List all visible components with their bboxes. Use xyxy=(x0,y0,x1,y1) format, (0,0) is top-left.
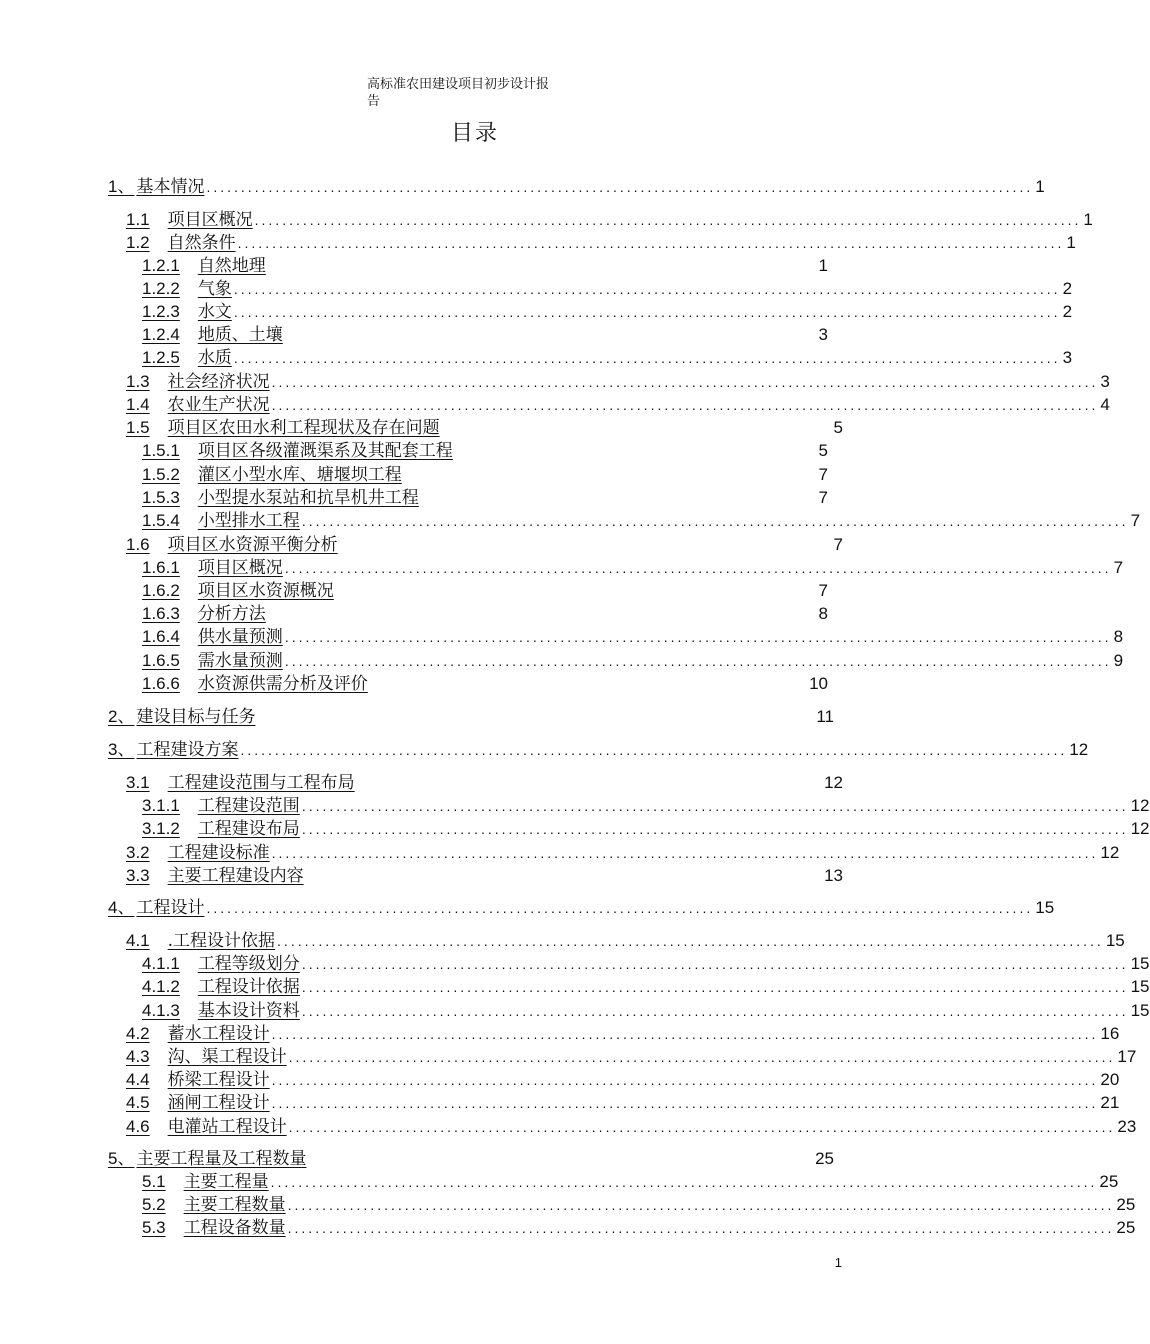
toc-entry-number: 1.6.2 xyxy=(142,581,180,600)
toc-page-number: 17 xyxy=(1117,1047,1137,1066)
toc-entry[interactable] xyxy=(142,972,1150,997)
toc-entry[interactable] xyxy=(142,343,1073,368)
toc-dot-leader: ........................................................................................................................ xyxy=(233,350,1061,366)
toc-entry[interactable] xyxy=(126,390,1110,415)
toc-dot-leader: ........................................................................................................................ xyxy=(287,1197,1115,1213)
toc-dot-leader: ........................................................................................................................ xyxy=(233,304,1061,320)
toc-entry-title: 需水量预测 xyxy=(197,651,283,671)
toc-dot-leader: ........................................................................................................................ xyxy=(284,560,1112,576)
toc-entry-title: 主要工程建设内容 xyxy=(167,866,304,886)
toc-entry-number: 1.2.2 xyxy=(142,279,180,298)
toc-entry-label[interactable] xyxy=(126,1112,287,1137)
toc-entry-label[interactable] xyxy=(126,1088,270,1113)
toc-entry[interactable] xyxy=(108,735,1089,760)
toc-entry[interactable] xyxy=(142,553,1124,578)
toc-entry-number: 1、 xyxy=(108,177,135,196)
toc-dot-leader: ........................................................................................................................ xyxy=(271,397,1099,413)
toc-entry-title: 农业生产状况 xyxy=(167,395,270,415)
toc-page-number: 15 xyxy=(1105,931,1125,950)
toc-page-number: 25 xyxy=(1116,1195,1136,1214)
toc-entry-label[interactable] xyxy=(142,814,300,839)
toc-entry[interactable] xyxy=(108,172,1045,197)
toc-entry-number: 4.2 xyxy=(126,1024,150,1043)
toc-dot-leader: ........................................................................................................................ xyxy=(284,629,1112,645)
toc-entry-label[interactable] xyxy=(126,838,270,863)
toc-page-number: 15 xyxy=(1035,898,1055,917)
toc-entry-label[interactable] xyxy=(126,205,253,230)
toc-page-number: 25 xyxy=(815,1149,834,1168)
toc-page-number: 25 xyxy=(1116,1218,1136,1237)
toc-dot-leader: ........................................................................................................................ xyxy=(301,1003,1129,1019)
toc-entry-title: 项目区概况 xyxy=(167,210,253,230)
toc-entry[interactable] xyxy=(126,768,843,793)
toc-entry-label[interactable] xyxy=(142,791,300,816)
toc-entry-title: 气象 xyxy=(197,279,232,299)
toc-entry[interactable] xyxy=(126,838,1120,863)
toc-entry-label[interactable] xyxy=(108,702,255,727)
toc-page-number: 1 xyxy=(1035,177,1045,196)
toc-page-number: 7 xyxy=(1130,511,1141,530)
toc-page-number: 23 xyxy=(1117,1117,1137,1136)
toc-entry-label[interactable] xyxy=(142,1190,286,1215)
toc-page-number: 20 xyxy=(1100,1070,1120,1089)
toc-entry-number: 3.1.2 xyxy=(142,819,180,838)
page-title: 目录 xyxy=(450,121,499,146)
toc-entry-title: 工程建设布局 xyxy=(197,819,300,839)
toc-page-number: 10 xyxy=(809,674,828,693)
running-header xyxy=(367,76,582,110)
toc-page-number: 2 xyxy=(1062,302,1073,321)
toc-entry-title: 灌区小型水库、塘堰坝工程 xyxy=(197,465,402,485)
toc-entry[interactable] xyxy=(126,1019,1120,1044)
toc-dot-leader: ........................................................................................................................ xyxy=(288,1049,1116,1065)
toc-entry-number: 1.4 xyxy=(126,395,150,414)
toc-page-number: 7 xyxy=(818,581,828,600)
toc-entry-title: 水资源供需分析及评价 xyxy=(197,674,368,694)
toc-entry-number: 4.1 xyxy=(126,931,150,950)
toc-entry-label[interactable] xyxy=(142,576,334,601)
header-line-2: 告 xyxy=(367,94,381,109)
toc-dot-leader: ........................................................................................................................ xyxy=(284,653,1112,669)
toc-entry-number: 4.4 xyxy=(126,1070,150,1089)
toc-page-number: 3 xyxy=(1062,348,1073,367)
toc-entry-title: 水文 xyxy=(197,302,232,322)
toc-page-number: 12 xyxy=(1130,796,1150,815)
toc-entry-title: 主要工程数量 xyxy=(183,1195,286,1215)
toc-entry-label[interactable] xyxy=(126,390,270,415)
toc-entry[interactable] xyxy=(142,814,1150,839)
toc-entry-number: 2、 xyxy=(108,707,135,726)
toc-entry[interactable] xyxy=(108,1144,834,1169)
toc-dot-leader: ........................................................................................................................ xyxy=(301,798,1129,814)
toc-page-number: 12 xyxy=(824,773,843,792)
toc-dot-leader: ........................................................................................................................ xyxy=(271,1072,1099,1088)
toc-entry-number: 1.6.1 xyxy=(142,558,180,577)
toc-entry-number: 4.3 xyxy=(126,1047,150,1066)
toc-dot-leader: ........................................................................................................................ xyxy=(277,933,1104,949)
toc-page-number: 8 xyxy=(818,604,828,623)
toc-entry-number: 1.1 xyxy=(126,210,150,229)
toc-entry-title: 主要工程量 xyxy=(183,1172,269,1192)
toc-entry-number: 4.5 xyxy=(126,1093,150,1112)
toc-entry-number: 3.3 xyxy=(126,866,150,885)
page-number: 1 xyxy=(834,1255,842,1270)
toc-entry-title: 小型提水泵站和抗旱机井工程 xyxy=(197,488,419,508)
toc-dot-leader: ........................................................................................................................ xyxy=(237,235,1065,251)
toc-entry-label[interactable] xyxy=(126,1019,270,1044)
toc-entry[interactable] xyxy=(142,297,1073,322)
toc-page-number: 13 xyxy=(824,866,843,885)
toc-entry-number: 1.5.2 xyxy=(142,465,180,484)
toc-entry-number: 1.2.4 xyxy=(142,325,180,344)
toc-entry[interactable] xyxy=(142,622,1124,647)
toc-entry-title: 项目区水资源概况 xyxy=(197,581,334,601)
toc-page-number: 25 xyxy=(1099,1172,1119,1191)
toc-dot-leader: ........................................................................................................................ xyxy=(301,513,1129,529)
toc-entry[interactable] xyxy=(142,791,1150,816)
toc-entry-label[interactable] xyxy=(142,622,283,647)
toc-page-number: 8 xyxy=(1113,627,1124,646)
toc-entry[interactable] xyxy=(142,1213,1136,1238)
toc-dot-leader: ........................................................................................................................ xyxy=(240,742,1068,758)
toc-entry[interactable] xyxy=(108,893,1055,918)
toc-entry-label[interactable] xyxy=(142,343,232,368)
toc-entry-title: 蓄水工程设计 xyxy=(167,1024,270,1044)
toc-entry[interactable] xyxy=(142,1167,1119,1192)
toc-page-number: 12 xyxy=(1100,843,1120,862)
toc-entry[interactable] xyxy=(108,702,834,727)
toc-page-number: 5 xyxy=(833,418,843,437)
toc-entry[interactable] xyxy=(142,436,828,461)
toc-entry-title: 工程建设方案 xyxy=(136,740,239,760)
toc-entry[interactable] xyxy=(126,228,1076,253)
toc-entry-title: 主要工程量及工程数量 xyxy=(136,1149,307,1169)
toc-entry-title: 基本情况 xyxy=(136,177,205,197)
toc-entry-number: 4.6 xyxy=(126,1117,150,1136)
toc-page-number: 1 xyxy=(1083,210,1093,229)
toc-entry[interactable] xyxy=(126,1112,1137,1137)
toc-entry-label[interactable] xyxy=(142,553,283,578)
toc-entry-label[interactable] xyxy=(108,735,238,760)
toc-dot-leader: ........................................................................................................................ xyxy=(206,900,1034,916)
toc-dot-leader: ........................................................................................................................ xyxy=(271,1026,1099,1042)
toc-page-number: 3 xyxy=(1100,372,1110,391)
toc-entry-label[interactable] xyxy=(126,1042,287,1067)
toc-dot-leader: ........................................................................................................................ xyxy=(301,956,1129,972)
toc-entry-label[interactable] xyxy=(126,228,236,253)
toc-entry-label[interactable] xyxy=(126,367,270,392)
toc-dot-leader: ........................................................................................................................ xyxy=(271,1095,1099,1111)
toc-entry-number: 4、 xyxy=(108,898,135,917)
header-line-1: 高标准农田建设项目初步设计报 xyxy=(367,77,550,92)
toc-entry-number: 3.1.1 xyxy=(142,796,180,815)
toc-entry-title: 工程设备数量 xyxy=(183,1218,286,1238)
toc-entry[interactable] xyxy=(126,367,1110,392)
toc-entry-label[interactable] xyxy=(142,996,300,1021)
toc-entry-label[interactable] xyxy=(142,297,232,322)
toc-entry-label[interactable] xyxy=(142,274,232,299)
toc-entry-title: 自然条件 xyxy=(167,233,236,253)
toc-entry-number: 1.5.4 xyxy=(142,511,180,530)
toc-entry-title: 基本设计资料 xyxy=(197,1001,300,1021)
toc-page-number: 15 xyxy=(1130,1001,1150,1020)
toc-page-number: 12 xyxy=(1069,740,1089,759)
toc-entry-label[interactable] xyxy=(142,669,368,694)
toc-dot-leader: ........................................................................................................................ xyxy=(287,1220,1115,1236)
toc-entry-number: 1.2.1 xyxy=(142,256,180,275)
toc-entry[interactable] xyxy=(142,1190,1136,1215)
toc-entry-number: 4.1.1 xyxy=(142,954,180,973)
toc-entry-title: 电灌站工程设计 xyxy=(167,1117,287,1137)
toc-entry-title: 自然地理 xyxy=(197,256,266,276)
toc-page-number: 7 xyxy=(818,488,828,507)
toc-entry-number: 1.6.6 xyxy=(142,674,180,693)
toc-entry-title: 项目区概况 xyxy=(197,558,283,578)
toc-entry-label[interactable] xyxy=(142,972,300,997)
toc-entry-number: 5.1 xyxy=(142,1172,166,1191)
toc-page-number: 15 xyxy=(1130,977,1150,996)
toc-entry-label[interactable] xyxy=(142,483,419,508)
toc-entry-number: 1.6.5 xyxy=(142,651,180,670)
toc-entry-label[interactable] xyxy=(142,949,300,974)
toc-dot-leader: ........................................................................................................................ xyxy=(288,1119,1116,1135)
toc-entry[interactable] xyxy=(126,1088,1120,1113)
toc-entry-title: 供水量预测 xyxy=(197,627,283,647)
toc-page-number: 9 xyxy=(1113,651,1124,670)
toc-entry-number: 3.1 xyxy=(126,773,150,792)
toc-page-number: 7 xyxy=(833,535,843,554)
toc-entry-label[interactable] xyxy=(142,1213,286,1238)
toc-entry-title: 小型排水工程 xyxy=(197,511,300,531)
toc-dot-leader: ........................................................................................................................ xyxy=(271,845,1099,861)
toc-page-number: 15 xyxy=(1130,954,1150,973)
toc-entry[interactable] xyxy=(126,1065,1120,1090)
toc-entry-title: 项目区各级灌溉渠系及其配套工程 xyxy=(197,441,453,461)
toc-dot-leader: ........................................................................................................................ xyxy=(270,1174,1098,1190)
toc-entry-title: 涵闸工程设计 xyxy=(167,1093,270,1113)
toc-page-number: 16 xyxy=(1100,1024,1120,1043)
toc-entry-title: .工程设计依据 xyxy=(167,931,276,951)
toc-entry-label[interactable] xyxy=(142,251,266,276)
toc-entry-title: 项目区农田水利工程现状及存在问题 xyxy=(167,418,440,438)
toc-entry-label[interactable] xyxy=(142,599,266,624)
toc-entry[interactable] xyxy=(142,483,828,508)
toc-page-number: 11 xyxy=(816,707,834,726)
toc-entry[interactable] xyxy=(126,1042,1137,1067)
toc-entry[interactable] xyxy=(142,320,828,345)
toc-entry-number: 5.3 xyxy=(142,1218,166,1237)
toc-entry-label[interactable] xyxy=(142,1167,269,1192)
toc-entry[interactable] xyxy=(142,646,1124,671)
toc-page-number: 1 xyxy=(1066,233,1076,252)
toc-entry-number: 1.3 xyxy=(126,372,150,391)
toc-entry-title: 工程建设范围 xyxy=(197,796,300,816)
toc-entry-number: 3.2 xyxy=(126,843,150,862)
toc-entry[interactable] xyxy=(126,530,843,555)
toc-entry-number: 5.2 xyxy=(142,1195,166,1214)
toc-entry-label[interactable] xyxy=(142,506,300,531)
toc-dot-leader: ........................................................................................................................ xyxy=(233,281,1061,297)
toc-page-number: 7 xyxy=(818,465,828,484)
toc-page-number: 21 xyxy=(1100,1093,1120,1112)
toc-entry-number: 5、 xyxy=(108,1149,135,1168)
toc-entry-number: 1.2.3 xyxy=(142,302,180,321)
toc-page-number: 4 xyxy=(1100,395,1110,414)
toc-entry-title: 社会经济状况 xyxy=(167,372,270,392)
toc-entry[interactable] xyxy=(142,669,828,694)
toc-entry-label[interactable] xyxy=(126,413,440,438)
toc-entry[interactable] xyxy=(126,926,1125,951)
toc-entry[interactable] xyxy=(142,251,828,276)
toc-entry-title: 项目区水资源平衡分析 xyxy=(167,535,338,555)
toc-entry[interactable] xyxy=(142,996,1150,1021)
toc-entry-number: 1.2.5 xyxy=(142,348,180,367)
toc-entry-label[interactable] xyxy=(108,1144,306,1169)
toc-entry-number: 1.6.4 xyxy=(142,627,180,646)
toc-entry[interactable] xyxy=(142,506,1141,531)
toc-page-number: 3 xyxy=(818,325,828,344)
toc-entry[interactable] xyxy=(126,205,1093,230)
toc-entry-label[interactable] xyxy=(142,436,453,461)
toc-entry-number: 1.6 xyxy=(126,535,150,554)
toc-entry-title: 工程设计 xyxy=(136,898,205,918)
toc-entry-title: 地质、土壤 xyxy=(197,325,283,345)
toc-entry-title: 工程建设标准 xyxy=(167,843,270,863)
toc-page-number: 1 xyxy=(818,256,828,275)
toc-entry-title: 工程建设范围与工程布局 xyxy=(167,773,355,793)
toc-entry-label[interactable] xyxy=(126,861,304,886)
toc-entry-title: 桥梁工程设计 xyxy=(167,1070,270,1090)
toc-entry-title: 分析方法 xyxy=(197,604,266,624)
toc-entry-title: 工程等级划分 xyxy=(197,954,300,974)
toc-entry-label[interactable] xyxy=(108,172,204,197)
toc-entry-number: 1.6.3 xyxy=(142,604,180,623)
toc-entry[interactable] xyxy=(142,460,828,485)
toc-entry-label[interactable] xyxy=(126,1065,270,1090)
toc-page-number: 7 xyxy=(1113,558,1124,577)
toc-entry[interactable] xyxy=(142,949,1150,974)
toc-entry[interactable] xyxy=(142,576,828,601)
toc-dot-leader: ........................................................................................................................ xyxy=(206,179,1034,195)
toc-entry-label[interactable] xyxy=(142,320,283,345)
toc-entry-number: 4.1.2 xyxy=(142,977,180,996)
toc-entry-label[interactable] xyxy=(142,460,402,485)
toc-entry-title: 沟、渠工程设计 xyxy=(167,1047,287,1067)
toc-entry[interactable] xyxy=(142,274,1073,299)
toc-entry-number: 1.5.3 xyxy=(142,488,180,507)
toc-page-number: 2 xyxy=(1062,279,1073,298)
toc-entry-label[interactable] xyxy=(108,893,204,918)
toc-entry-number: 1.5 xyxy=(126,418,150,437)
toc-entry-number: 1.5.1 xyxy=(142,441,180,460)
toc-entry-title: 水质 xyxy=(197,348,232,368)
toc-dot-leader: ........................................................................................................................ xyxy=(301,979,1129,995)
toc-entry-title: 工程设计依据 xyxy=(197,977,300,997)
toc-entry[interactable] xyxy=(126,413,843,438)
toc-entry-label[interactable] xyxy=(126,768,355,793)
toc-dot-leader: ........................................................................................................................ xyxy=(271,374,1099,390)
toc-entry[interactable] xyxy=(126,861,843,886)
toc-entry-label[interactable] xyxy=(126,530,338,555)
toc-dot-leader: ........................................................................................................................ xyxy=(301,821,1129,837)
toc-entry-number: 3、 xyxy=(108,740,135,759)
toc-entry[interactable] xyxy=(142,599,828,624)
toc-dot-leader: ........................................................................................................................ xyxy=(254,212,1082,228)
toc-entry-title: 建设目标与任务 xyxy=(136,707,256,727)
toc-entry-label[interactable] xyxy=(126,926,275,951)
toc-entry-label[interactable] xyxy=(142,646,283,671)
toc-page-number: 12 xyxy=(1130,819,1150,838)
toc-entry-number: 4.1.3 xyxy=(142,1001,180,1020)
toc-page-number: 5 xyxy=(818,441,828,460)
toc-entry-number: 1.2 xyxy=(126,233,150,252)
